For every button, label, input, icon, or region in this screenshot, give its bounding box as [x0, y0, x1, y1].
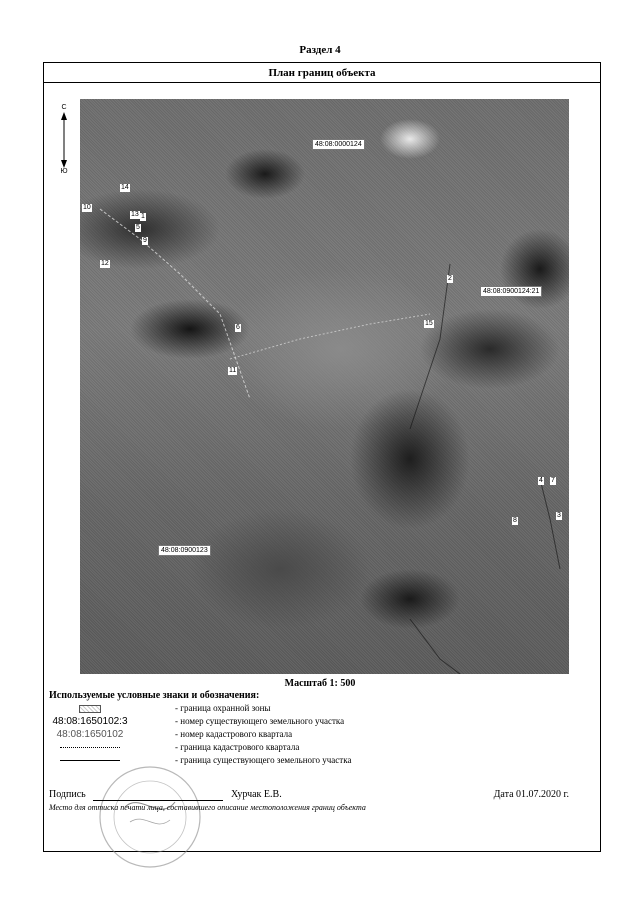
point-label: 12 — [101, 260, 109, 267]
signature-line — [93, 800, 223, 801]
dotted-line-symbol — [60, 747, 120, 748]
point-label: 10 — [83, 204, 91, 211]
point-label: 13 — [131, 211, 139, 218]
point-label: 1 — [141, 213, 145, 220]
point-label: 4 — [539, 477, 543, 484]
zone-swatch — [79, 705, 101, 713]
point-label: 2 — [448, 275, 452, 282]
compass-south: Ю — [60, 168, 68, 175]
legend-desc: - граница кадастрового квартала — [175, 742, 300, 752]
plan-title: План границ объекта — [44, 63, 600, 83]
parcel-boundary — [410, 264, 450, 429]
signature-label: Подпись — [49, 789, 86, 800]
legend-desc: - номер кадастрового квартала — [175, 729, 293, 739]
point-label: 15 — [425, 320, 433, 327]
parcel-boundary-3 — [410, 619, 460, 674]
stamp-note: Место для оттиска печати лица, составившего описание местоположения границ объекта — [49, 803, 366, 812]
parcel-boundary-2 — [540, 479, 560, 569]
legend-desc: - номер существующего земельного участка — [175, 716, 345, 726]
map-boundaries — [80, 99, 569, 674]
point-label: 14 — [121, 184, 129, 191]
cadastral-label: 48:08:0900124:21 — [480, 286, 542, 297]
point-label: 8 — [513, 517, 517, 524]
point-label: 11 — [229, 367, 237, 374]
signer-name: Хурчак Е.В. — [231, 789, 282, 800]
compass — [58, 104, 70, 176]
legend-title: Используемые условные знаки и обозначения: — [49, 690, 260, 701]
north-arrow-icon — [60, 112, 68, 168]
section-title: Раздел 4 — [299, 44, 341, 56]
point-label: 5 — [136, 224, 140, 231]
legend-symbol: 48:08:1650102:3 — [52, 716, 128, 727]
satellite-map[interactable] — [80, 99, 569, 674]
cadastral-label: 48:08:0900123 — [158, 545, 211, 556]
point-label: 6 — [236, 324, 240, 331]
scale-label: Масштаб 1: 500 — [284, 678, 356, 689]
document-date: Дата 01.07.2020 г. — [493, 789, 569, 800]
cadastral-label: 48:08:0000124 — [312, 139, 365, 150]
legend-desc: - граница охранной зоны — [175, 703, 271, 713]
quarter-boundary — [230, 314, 430, 359]
seal-stamp-icon — [95, 762, 205, 872]
compass-north: С — [61, 104, 67, 111]
point-label: 3 — [557, 512, 561, 519]
point-label: 7 — [551, 477, 555, 484]
legend-desc: - граница существующего земельного участка — [175, 755, 352, 765]
point-label: 9 — [143, 237, 147, 244]
legend-symbol: 48:08:1650102 — [56, 729, 124, 740]
